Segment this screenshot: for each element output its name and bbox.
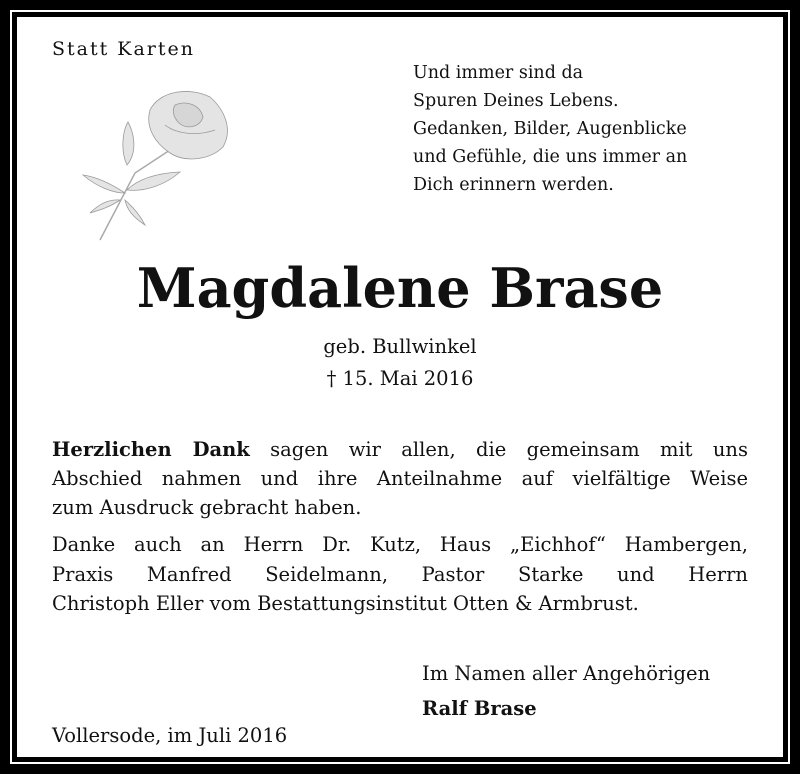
deceased-name: Magdalene Brase	[136, 256, 664, 320]
thanks-line: Danke auch an Herrn Dr. Kutz, Haus „Eichhof“ Hambergen,	[52, 533, 748, 556]
thanks-line: Praxis Manfred Seidelmann, Pastor Starke und Herrn	[52, 563, 748, 586]
thanks-line: zum Ausdruck gebracht haben.	[52, 496, 362, 519]
poem-line: Spuren Deines Lebens.	[413, 91, 619, 111]
poem-line: Gedanken, Bilder, Augenblicke	[413, 119, 687, 139]
birth-name: geb. Bullwinkel	[323, 335, 477, 358]
thanks-line: Christoph Eller vom Bestattungsinstitut Otten & Armbrust.	[52, 592, 639, 615]
death-date: † 15. Mai 2016	[326, 367, 474, 390]
place-date: Vollersode, im Juli 2016	[52, 724, 288, 747]
thanks-lead: Herzlichen Dank	[52, 438, 250, 461]
thanks-line-text: sagen wir allen, die gemeinsam mit uns	[249, 438, 748, 461]
poem-line: Dich erinnern werden.	[413, 175, 614, 195]
statt-karten-label: Statt Karten	[52, 38, 196, 60]
poem-line: und Gefühle, die uns immer an	[413, 147, 688, 167]
thanks-line	[52, 438, 748, 461]
rose-illustration	[75, 85, 240, 245]
poem-line: Und immer sind da	[413, 63, 584, 83]
on-behalf-text: Im Namen aller Angehörigen	[422, 662, 711, 685]
signer-name: Ralf Brase	[422, 697, 537, 720]
thanks-line: Abschied nahmen und ihre Anteilnahme auf vielfältige Weise	[52, 467, 748, 490]
